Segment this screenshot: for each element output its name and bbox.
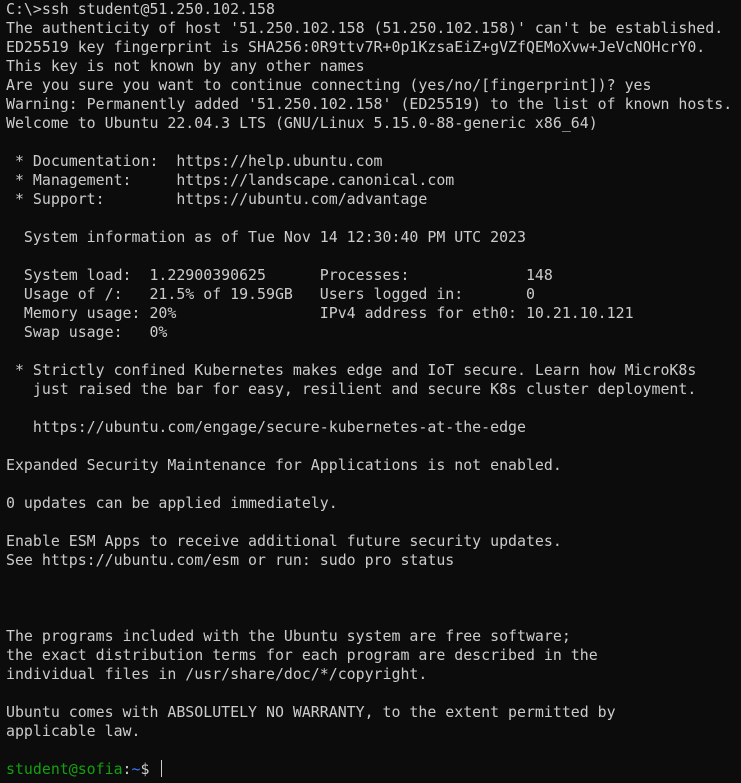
terminal-line: ED25519 key fingerprint is SHA256:0R9ttv7R+0p1KzsaEiZ+gVZfQEMoXvw+JeVcNOHcrY0. [6, 38, 706, 56]
terminal-line: individual files in /usr/share/doc/*/copyright. [6, 665, 428, 683]
prompt-path: ~ [131, 760, 141, 778]
terminal-line: C:\>ssh student@51.250.102.158 [6, 0, 275, 18]
terminal-line [6, 475, 741, 494]
text-cursor [161, 760, 162, 777]
terminal-line: the exact distribution terms for each program are described in the [6, 646, 598, 664]
terminal-line: System load: 1.22900390625 Processes: 148 [6, 266, 553, 284]
terminal-line: 0 updates can be applied immediately. [6, 494, 338, 512]
terminal-line: Expanded Security Maintenance for Applications is not enabled. [6, 456, 562, 474]
terminal-line: This key is not known by any other names [6, 57, 365, 75]
terminal-line [6, 342, 741, 361]
terminal-line [6, 684, 741, 703]
terminal-line: https://ubuntu.com/engage/secure-kubernetes-at-the-edge [6, 418, 526, 436]
terminal-line [6, 513, 741, 532]
terminal-line: Memory usage: 20% IPv4 address for eth0: 10.21.10.121 [6, 304, 634, 322]
shell-prompt[interactable] [6, 760, 741, 779]
prompt-user-host: student@sofia [6, 760, 123, 778]
terminal-line: Swap usage: 0% [6, 323, 168, 341]
terminal-line [6, 741, 741, 760]
terminal-line: Enable ESM Apps to receive additional future security updates. [6, 532, 562, 550]
terminal-line [6, 437, 741, 456]
terminal-line: The programs included with the Ubuntu system are free software; [6, 627, 571, 645]
prompt-symbol: $ [140, 760, 159, 778]
prompt-separator: : [122, 760, 132, 778]
terminal-output [6, 0, 741, 760]
terminal-line: * Documentation: https://help.ubuntu.com [6, 152, 383, 170]
terminal-line: * Management: https://landscape.canonical.com [6, 171, 455, 189]
terminal-line: applicable law. [6, 722, 141, 740]
terminal-line: * Strictly confined Kubernetes makes edge and IoT secure. Learn how MicroK8s [6, 361, 697, 379]
terminal-line: See https://ubuntu.com/esm or run: sudo pro status [6, 551, 455, 569]
terminal-line [6, 589, 741, 608]
terminal-line: * Support: https://ubuntu.com/advantage [6, 190, 428, 208]
terminal-line [6, 209, 741, 228]
terminal-line: Usage of /: 21.5% of 19.59GB Users logged in: 0 [6, 285, 535, 303]
terminal-line: Ubuntu comes with ABSOLUTELY NO WARRANTY, to the extent permitted by [6, 703, 616, 721]
terminal-line [6, 399, 741, 418]
terminal-line [6, 133, 741, 152]
terminal-line: The authenticity of host '51.250.102.158 (51.250.102.158)' can't be established. [6, 19, 724, 37]
terminal-line: Are you sure you want to continue connecting (yes/no/[fingerprint])? yes [6, 76, 652, 94]
terminal-line: Warning: Permanently added '51.250.102.158' (ED25519) to the list of known hosts. [6, 95, 733, 113]
terminal-line: just raised the bar for easy, resilient and secure K8s cluster deployment. [6, 380, 697, 398]
terminal-line: System information as of Tue Nov 14 12:30:40 PM UTC 2023 [6, 228, 526, 246]
terminal-line [6, 247, 741, 266]
terminal-line [6, 608, 741, 627]
terminal-line: Welcome to Ubuntu 22.04.3 LTS (GNU/Linux 5.15.0-88-generic x86_64) [6, 114, 598, 132]
terminal-line [6, 570, 741, 589]
